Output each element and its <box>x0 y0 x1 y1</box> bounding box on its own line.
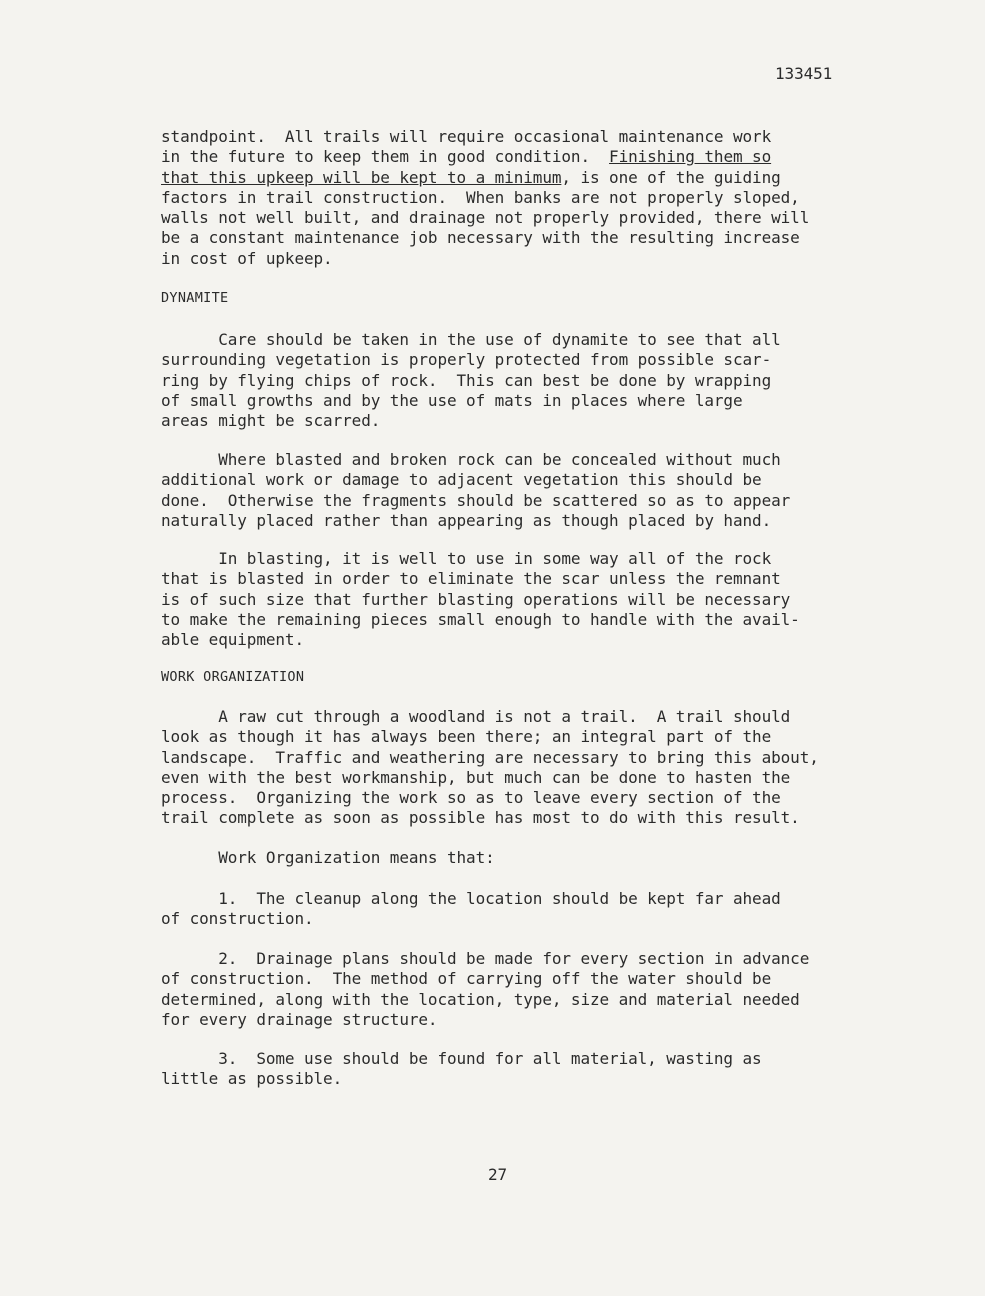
list-item-1: 1. The cleanup along the location should be kept far ahead of construction. <box>161 889 781 929</box>
list-item-3: 3. Some use should be found for all material, wasting as little as possible. <box>161 1049 762 1089</box>
work-organization-heading: WORK ORGANIZATION <box>161 669 305 685</box>
dynamite-paragraph-2: Where blasted and broken rock can be concealed without much additional work or damage to adjacent vegetation this should be done. Otherwise the fragments should be scattered so as to appear naturally placed rather than appearing as though placed by hand. <box>161 450 791 530</box>
intro-line-2-text: in the future to keep them in good condition. <box>161 147 610 167</box>
document-number: 133451 <box>775 64 833 83</box>
intro-line-6: be a constant maintenance job necessary with the resulting increase <box>161 228 800 248</box>
intro-line-2 <box>161 147 771 166</box>
dynamite-paragraph-3: In blasting, it is well to use in some way all of the rock that is blasted in order to eliminate the scar unless the remnant is of such size that further blasting operations will be necessary to make the remaining pieces small enough to handle with the avail- able equipment. <box>161 549 800 650</box>
list-item-2: 2. Drainage plans should be made for every section in advance of construction. The method of carrying off the water should be determined, along with the location, type, size and material needed for every drainage structure. <box>161 949 810 1029</box>
underlined-phrase-1: Finishing them so <box>609 147 772 167</box>
intro-line-7: in cost of upkeep. <box>161 248 333 268</box>
dynamite-heading: DYNAMITE <box>161 290 229 306</box>
dynamite-paragraph-1: Care should be taken in the use of dynamite to see that all surrounding vegetation is properly protected from possible scar- ring by flying chips of rock. This can best be done by wrapping of small growths and by the use of mats in places where large areas might be scarred. <box>161 330 781 431</box>
intro-paragraph <box>161 127 861 269</box>
intro-line-5: walls not well built, and drainage not properly provided, there will <box>161 208 810 228</box>
intro-line-3 <box>161 168 781 187</box>
page-number: 27 <box>488 1165 508 1184</box>
intro-line-4: factors in trail construction. When banks are not properly sloped, <box>161 187 800 207</box>
intro-line-1: standpoint. All trails will require occasional maintenance work <box>161 127 772 146</box>
work-organization-paragraph-1: A raw cut through a woodland is not a trail. A trail should look as though it has always been there; an integral part of the landscape. Traffic and weathering are necessary to bring this about, even with the best workmanship, but much can be done to hasten the process. Organizing the work so as to leave every section of the trail complete as soon as possible has most to do with this result. <box>161 707 819 828</box>
work-organization-paragraph-2: Work Organization means that: <box>161 848 495 867</box>
underlined-phrase-2: that this upkeep will be kept to a minimum <box>161 167 562 187</box>
intro-line-3-text: , is one of the guiding <box>561 167 781 187</box>
